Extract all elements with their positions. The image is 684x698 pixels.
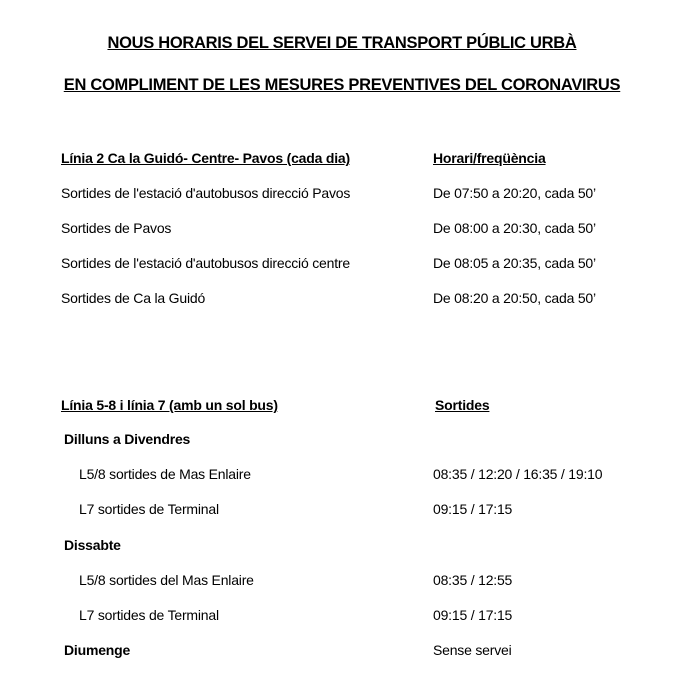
weekdays-label: Dilluns a Divendres — [64, 431, 191, 447]
line2-row-value: De 08:00 a 20:30, cada 50’ — [433, 220, 596, 236]
line2-row-value: De 08:20 a 20:50, cada 50’ — [433, 290, 596, 306]
saturday-row-label: L5/8 sortides del Mas Enlaire — [79, 572, 254, 588]
sunday-value: Sense servei — [433, 642, 512, 658]
document-title-line-1: NOUS HORARIS DEL SERVEI DE TRANSPORT PÚBLIC URBÀ — [107, 34, 577, 52]
line2-row-value: De 08:05 a 20:35, cada 50’ — [433, 255, 596, 271]
sunday-label: Diumenge — [64, 642, 131, 658]
saturday-row-value: 09:15 / 17:15 — [433, 607, 513, 623]
document-title-line-2: EN COMPLIMENT DE LES MESURES PREVENTIVES DEL CORONAVIRUS — [63, 76, 621, 94]
weekday-row-value: 09:15 / 17:15 — [433, 501, 513, 517]
weekday-row-label: L7 sortides de Terminal — [79, 501, 219, 517]
saturday-label: Dissabte — [64, 537, 121, 553]
saturday-row-label: L7 sortides de Terminal — [79, 607, 219, 623]
line5-8-7-departures-header: Sortides — [435, 397, 490, 413]
line2-row-label: Sortides de Pavos — [61, 220, 172, 236]
line2-schedule-header: Horari/freqüència — [433, 150, 546, 166]
weekday-row-label: L5/8 sortides de Mas Enlaire — [79, 466, 251, 482]
line2-row-label: Sortides de l'estació d'autobusos direcció Pavos — [61, 185, 351, 201]
line2-row-label: Sortides de Ca la Guidó — [61, 290, 206, 306]
saturday-row-value: 08:35 / 12:55 — [433, 572, 513, 588]
weekday-row-value: 08:35 / 12:20 / 16:35 / 19:10 — [433, 466, 603, 482]
line2-row-value: De 07:50 a 20:20, cada 50’ — [433, 185, 596, 201]
line5-8-7-heading: Línia 5-8 i línia 7 (amb un sol bus) — [61, 397, 278, 413]
line2-heading: Línia 2 Ca la Guidó- Centre- Pavos (cada dia) — [61, 150, 350, 166]
line2-row-label: Sortides de l'estació d'autobusos direcció centre — [61, 255, 350, 271]
